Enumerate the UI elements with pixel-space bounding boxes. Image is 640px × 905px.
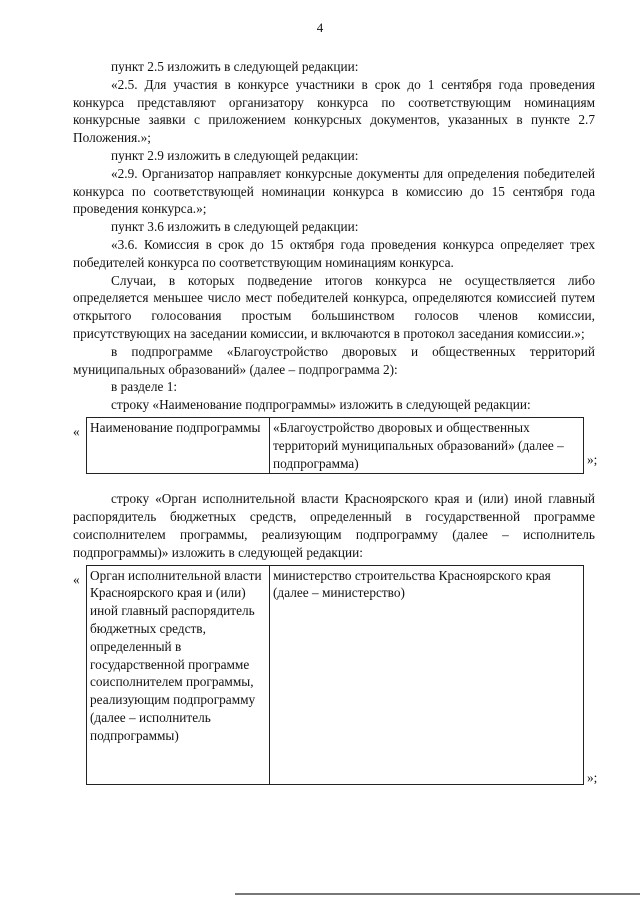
table1-left-cell: Наименование подпрограммы bbox=[87, 417, 270, 473]
table2-right-cell: министерство строительства Красноярского края (далее – министерство) bbox=[270, 565, 584, 784]
paragraph-group-a bbox=[73, 58, 595, 414]
paragraph: в подпрограмме «Благоустройство дворовых и общественных территорий муниципальных образований» (далее – подпрограмма 2): bbox=[73, 343, 595, 377]
paragraph: пункт 2.9 изложить в следующей редакции: bbox=[111, 147, 359, 163]
table2-left-cell: Орган исполнительной власти Красноярского края и (или) иной главный распорядитель бюджетных средств, определенный в государственной программе соисполнителем программы, реализующим подпрограмму (далее – исполнитель подпрограммы) bbox=[87, 565, 270, 784]
bottom-rule bbox=[235, 893, 640, 895]
paragraph: Случаи, в которых подведение итогов конкурса не осуществляется либо определяется меньшее число мест победителей конкурса, определяются комиссией путем открытого голосования простым большинством голосов членов комиссии, присутствующих на заседании комиссии, и включаются в протокол заседания комиссии.»; bbox=[73, 272, 595, 341]
table1-wrapper bbox=[73, 417, 598, 474]
table-row bbox=[87, 565, 584, 784]
spacer bbox=[73, 474, 595, 490]
paragraph: «3.6. Комиссия в срок до 15 октября года проведения конкурса определяет трех победителей конкурса по соответствующим номинациям конкурса. bbox=[73, 236, 595, 270]
document-body bbox=[73, 58, 598, 785]
executor-table bbox=[86, 565, 584, 785]
table-row bbox=[87, 417, 584, 473]
table1-close-quote: »; bbox=[587, 451, 598, 467]
table2-open-quote: « bbox=[73, 571, 80, 587]
subprogram-name-table bbox=[86, 417, 584, 474]
paragraph: «2.5. Для участия в конкурсе участники в срок до 1 сентября года проведения конкурса представляют организатору конкурса по соответствующим номинациям конкурсные заявки с приложением конкурсных документов, указанных в пункте 2.7 Положения.»; bbox=[73, 76, 595, 146]
paragraph: строку «Наименование подпрограммы» изложить в следующей редакции: bbox=[111, 397, 531, 413]
paragraph: «2.9. Организатор направляет конкурсные документы для определения победителей конкурса по соответствующей номинации конкурса в комиссию до 15 сентября года проведения конкурса.»; bbox=[73, 165, 595, 217]
paragraph: пункт 3.6 изложить в следующей редакции: bbox=[111, 219, 359, 235]
table1-open-quote: « bbox=[73, 423, 80, 439]
paragraph-group-b bbox=[73, 490, 595, 561]
paragraph: строку «Орган исполнительной власти Красноярского края и (или) иной главный распорядитель бюджетных средств, определенный в государственной программе соисполнителем программы, реализующим подпрограмму (далее – исполнитель подпрограммы)» изложить в следующей редакции: bbox=[73, 491, 595, 560]
paragraph: пункт 2.5 изложить в следующей редакции: bbox=[111, 59, 359, 74]
page-number: 4 bbox=[316, 20, 324, 35]
paragraph: в разделе 1: bbox=[111, 379, 178, 395]
table2-wrapper bbox=[73, 565, 598, 785]
table2-close-quote: »; bbox=[587, 769, 598, 785]
table1-right-cell: «Благоустройство дворовых и общественных территорий муниципальных образований» (далее – подпрограмма) bbox=[270, 417, 584, 473]
